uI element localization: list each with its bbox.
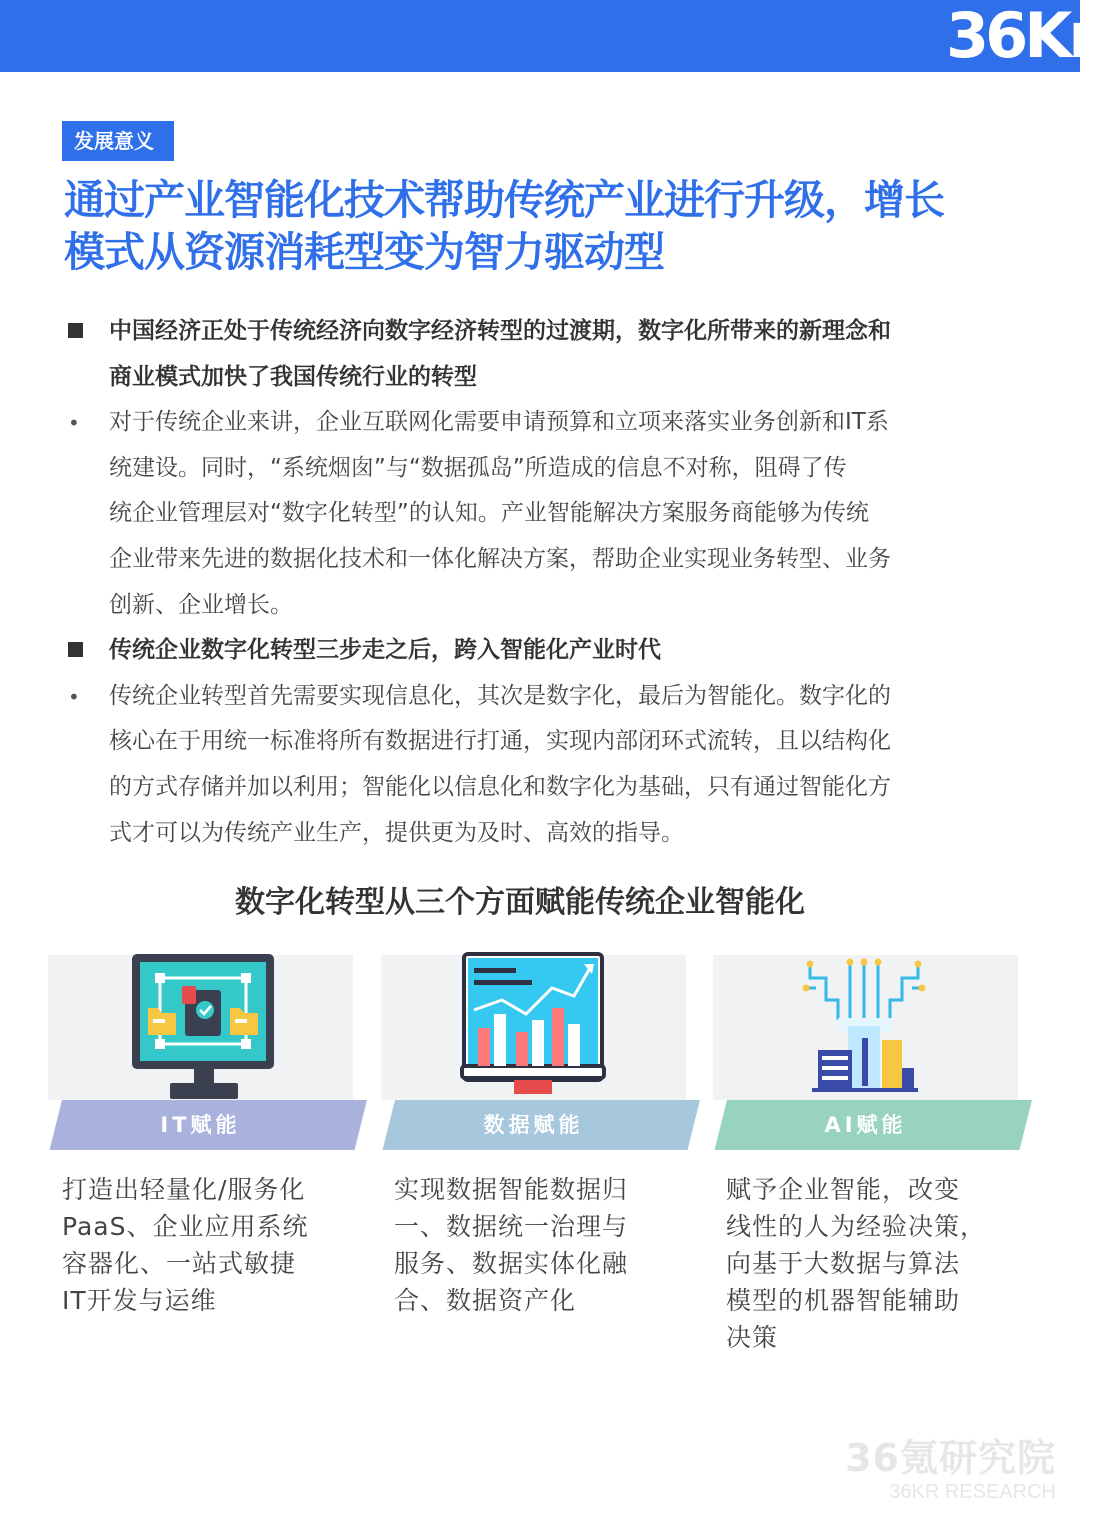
bullet-heading-2 — [64, 628, 1004, 674]
footer-watermark-en: 36KR RESEARCH — [889, 1481, 1056, 1503]
body-section — [64, 309, 1004, 856]
brand-logo — [940, 0, 1095, 72]
text-line: IT开发与运维 — [62, 1286, 217, 1315]
bar-chart-board-icon — [460, 952, 606, 1098]
card-it-description — [62, 1171, 362, 1319]
card-ai-description — [726, 1171, 1026, 1356]
text-line: 服务、数据实体化融 — [394, 1249, 629, 1278]
bullet-paragraph-2 — [64, 674, 1004, 856]
text-line: 的方式存储并加以利用；智能化以信息化和数字化为基础，只有通过智能化方 — [109, 773, 891, 800]
footer-watermark — [845, 1436, 1056, 1504]
card-data-description — [394, 1171, 694, 1319]
section-tag: 发展意义 — [62, 121, 174, 161]
text-line: 传统企业数字化转型三步走之后，跨入智能化产业时代 — [109, 637, 661, 664]
text-line: 商业模式加快了我国传统行业的转型 — [109, 363, 477, 390]
text-line: 合、数据资产化 — [394, 1286, 577, 1315]
text-line: 式才可以为传统产业生产，提供更为及时、高效的指导。 — [109, 819, 684, 846]
text-line: 核心在于用统一标准将所有数据进行打通，实现内部闭环式流转，且以结构化 — [109, 728, 891, 755]
footer-watermark-cn: 36氪研究院 — [845, 1436, 1056, 1480]
text-line: 容器化、一站式敏捷 — [62, 1249, 297, 1278]
page-headline — [64, 174, 1044, 278]
headline-line: 模式从资源消耗型变为智力驱动型 — [64, 228, 664, 276]
ai-chip-building-icon — [798, 958, 930, 1096]
square-bullet-icon — [68, 642, 83, 657]
text-line: 模型的机器智能辅助 — [726, 1286, 961, 1315]
text-line: 线性的人为经验决策， — [726, 1212, 987, 1241]
text-line: 决策 — [726, 1323, 779, 1352]
text-line: 打造出轻量化/服务化 — [62, 1175, 306, 1204]
bullet-heading-1 — [64, 309, 1004, 400]
text-line: 统建设。同时，“系统烟囱”与“数据孤岛”所造成的信息不对称，阻碍了传 — [109, 454, 847, 481]
square-bullet-icon — [68, 323, 83, 338]
text-line: 创新、企业增长。 — [109, 591, 293, 618]
text-line: PaaS、企业应用系统 — [62, 1212, 309, 1241]
bullet-paragraph-1 — [64, 400, 1004, 628]
headline-line: 通过产业智能化技术帮助传统产业进行升级，增长 — [64, 176, 944, 224]
text-line: 一、数据统一治理与 — [394, 1212, 629, 1241]
dot-bullet-icon: • — [68, 684, 80, 709]
text-line: 传统企业转型首先需要实现信息化，其次是数字化，最后为智能化。数字化的 — [109, 682, 891, 709]
text-line: 统企业管理层对“数字化转型”的认知。产业智能解决方案服务商能够为传统 — [109, 500, 869, 527]
text-line: 实现数据智能数据归 — [394, 1175, 629, 1204]
card-ai-label: AI赋能 — [824, 1113, 907, 1137]
text-line: 赋予企业智能，改变 — [726, 1175, 961, 1204]
sub-title: 数字化转型从三个方面赋能传统企业智能化 — [235, 885, 805, 920]
brand-logo-text: 36Kr — [946, 0, 1095, 72]
dot-bullet-icon: • — [68, 411, 80, 436]
card-data-label: 数据赋能 — [483, 1113, 584, 1137]
text-line: 企业带来先进的数据化技术和一体化解决方案，帮助企业实现业务转型、业务 — [109, 545, 891, 572]
card-it-label: IT赋能 — [160, 1113, 241, 1137]
text-line: 对于传统企业来讲，企业互联网化需要申请预算和立项来落实业务创新和IT系 — [109, 409, 889, 436]
text-line: 中国经济正处于传统经济向数字经济转型的过渡期，数字化所带来的新理念和 — [109, 318, 891, 344]
monitor-folder-icon — [130, 952, 278, 1102]
top-banner — [0, 0, 1080, 72]
text-line: 向基于大数据与算法 — [726, 1249, 961, 1278]
